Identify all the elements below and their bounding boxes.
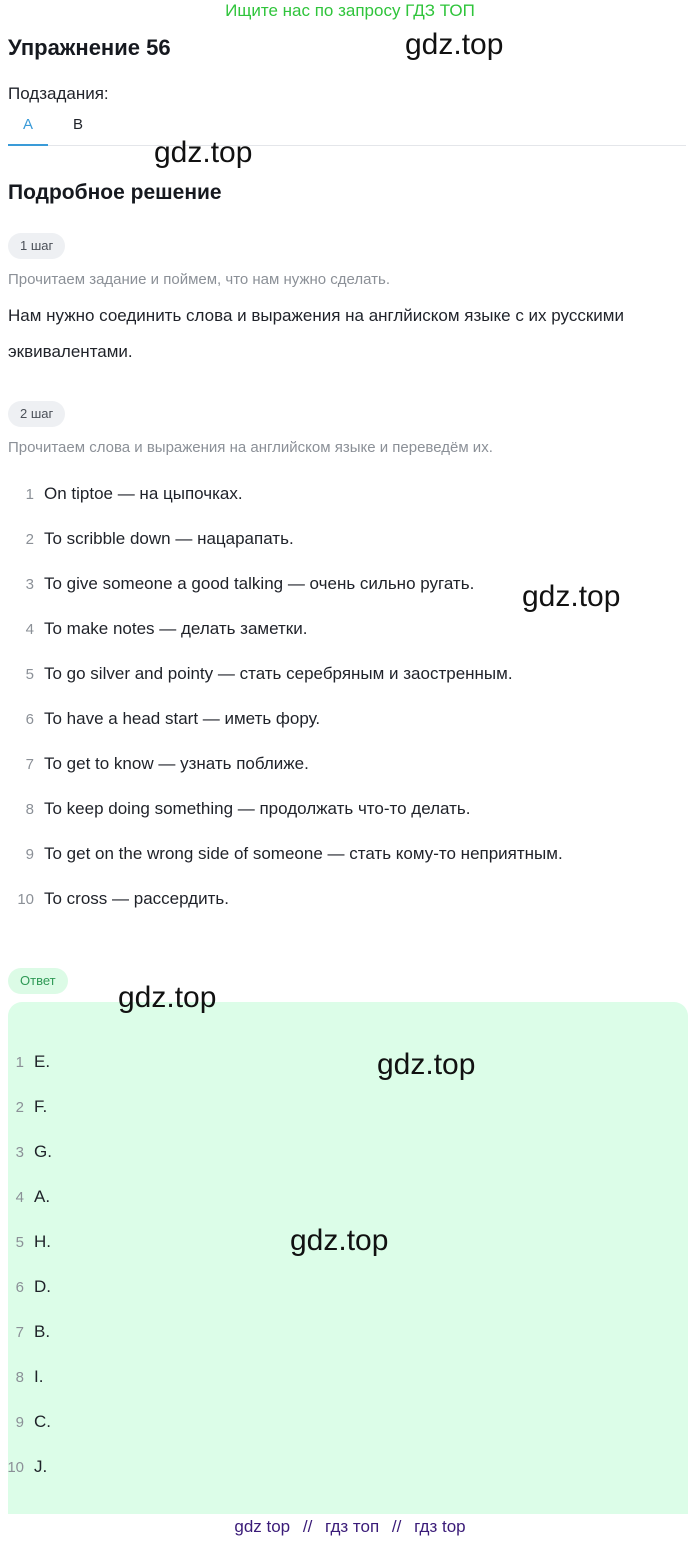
section-title: Подробное решение bbox=[8, 181, 222, 204]
list-item: 3 To give someone a good talking — очень сильно ругать. bbox=[25, 574, 475, 593]
list-item: 2 To scribble down — нацарапать. bbox=[25, 529, 294, 548]
step-2-hint: Прочитаем слова и выражения на английском языке и переведём их. bbox=[8, 439, 493, 456]
subtask-tabs bbox=[8, 110, 686, 146]
answer-item: 4 A. bbox=[15, 1187, 51, 1206]
list-item: 6 To have a head start — иметь фору. bbox=[25, 709, 321, 728]
answer-item: 1 E. bbox=[15, 1052, 51, 1071]
step-1-badge: 1 шаг bbox=[8, 233, 65, 259]
watermark: gdz.top bbox=[522, 580, 621, 613]
answer-item: 6 D. bbox=[15, 1277, 51, 1296]
search-banner: Ищите нас по запросу ГДЗ ТОП bbox=[225, 1, 475, 20]
page-title: Упражнение 56 bbox=[8, 35, 171, 60]
tab-b[interactable]: B bbox=[72, 116, 83, 133]
footer-separator: // bbox=[302, 1517, 313, 1536]
answer-item: 10 J. bbox=[7, 1457, 48, 1476]
watermark: gdz.top bbox=[118, 981, 217, 1014]
watermark: gdz.top bbox=[154, 136, 253, 169]
list-item: 8 To keep doing something — продолжать что-то делать. bbox=[25, 799, 471, 818]
list-item: 10 To cross — рассердить. bbox=[17, 889, 229, 908]
answer-badge: Ответ bbox=[8, 968, 68, 994]
step-1-hint: Прочитаем задание и поймем, что нам нужно сделать. bbox=[8, 271, 391, 288]
footer-separator: // bbox=[391, 1517, 402, 1536]
watermark: gdz.top bbox=[405, 28, 504, 61]
subtasks-label: Подзадания: bbox=[8, 84, 109, 103]
answer-item: 2 F. bbox=[15, 1097, 48, 1116]
list-item: 1 On tiptoe — на цыпочках. bbox=[25, 484, 243, 503]
answer-item: 9 C. bbox=[15, 1412, 51, 1431]
step-1-text: Нам нужно соединить слова и выражения на англйиском языке с их русскими эквивалентами. bbox=[8, 306, 624, 361]
answer-box bbox=[8, 1002, 688, 1514]
tab-a[interactable]: A bbox=[8, 110, 48, 146]
watermark: gdz.top bbox=[377, 1048, 476, 1081]
list-item: 9 To get on the wrong side of someone — стать кому-то неприятным. bbox=[25, 844, 563, 863]
answer-item: 7 B. bbox=[15, 1322, 51, 1341]
list-item: 7 To get to know — узнать поближе. bbox=[25, 754, 309, 773]
answer-item: 5 H. bbox=[15, 1232, 51, 1251]
footer-link-1[interactable]: gdz top bbox=[234, 1517, 291, 1536]
step-2-badge: 2 шаг bbox=[8, 401, 65, 427]
watermark: gdz.top bbox=[290, 1224, 389, 1257]
footer-link-3[interactable]: гдз top bbox=[414, 1517, 466, 1536]
list-item: 5 To go silver and pointy — стать серебряным и заостренным. bbox=[25, 664, 513, 683]
list-item: 4 To make notes — делать заметки. bbox=[25, 619, 308, 638]
answer-item: 8 I. bbox=[15, 1367, 44, 1386]
footer bbox=[0, 1514, 700, 1542]
answer-item: 3 G. bbox=[15, 1142, 52, 1161]
footer-link-2[interactable]: гдз топ bbox=[325, 1517, 380, 1536]
